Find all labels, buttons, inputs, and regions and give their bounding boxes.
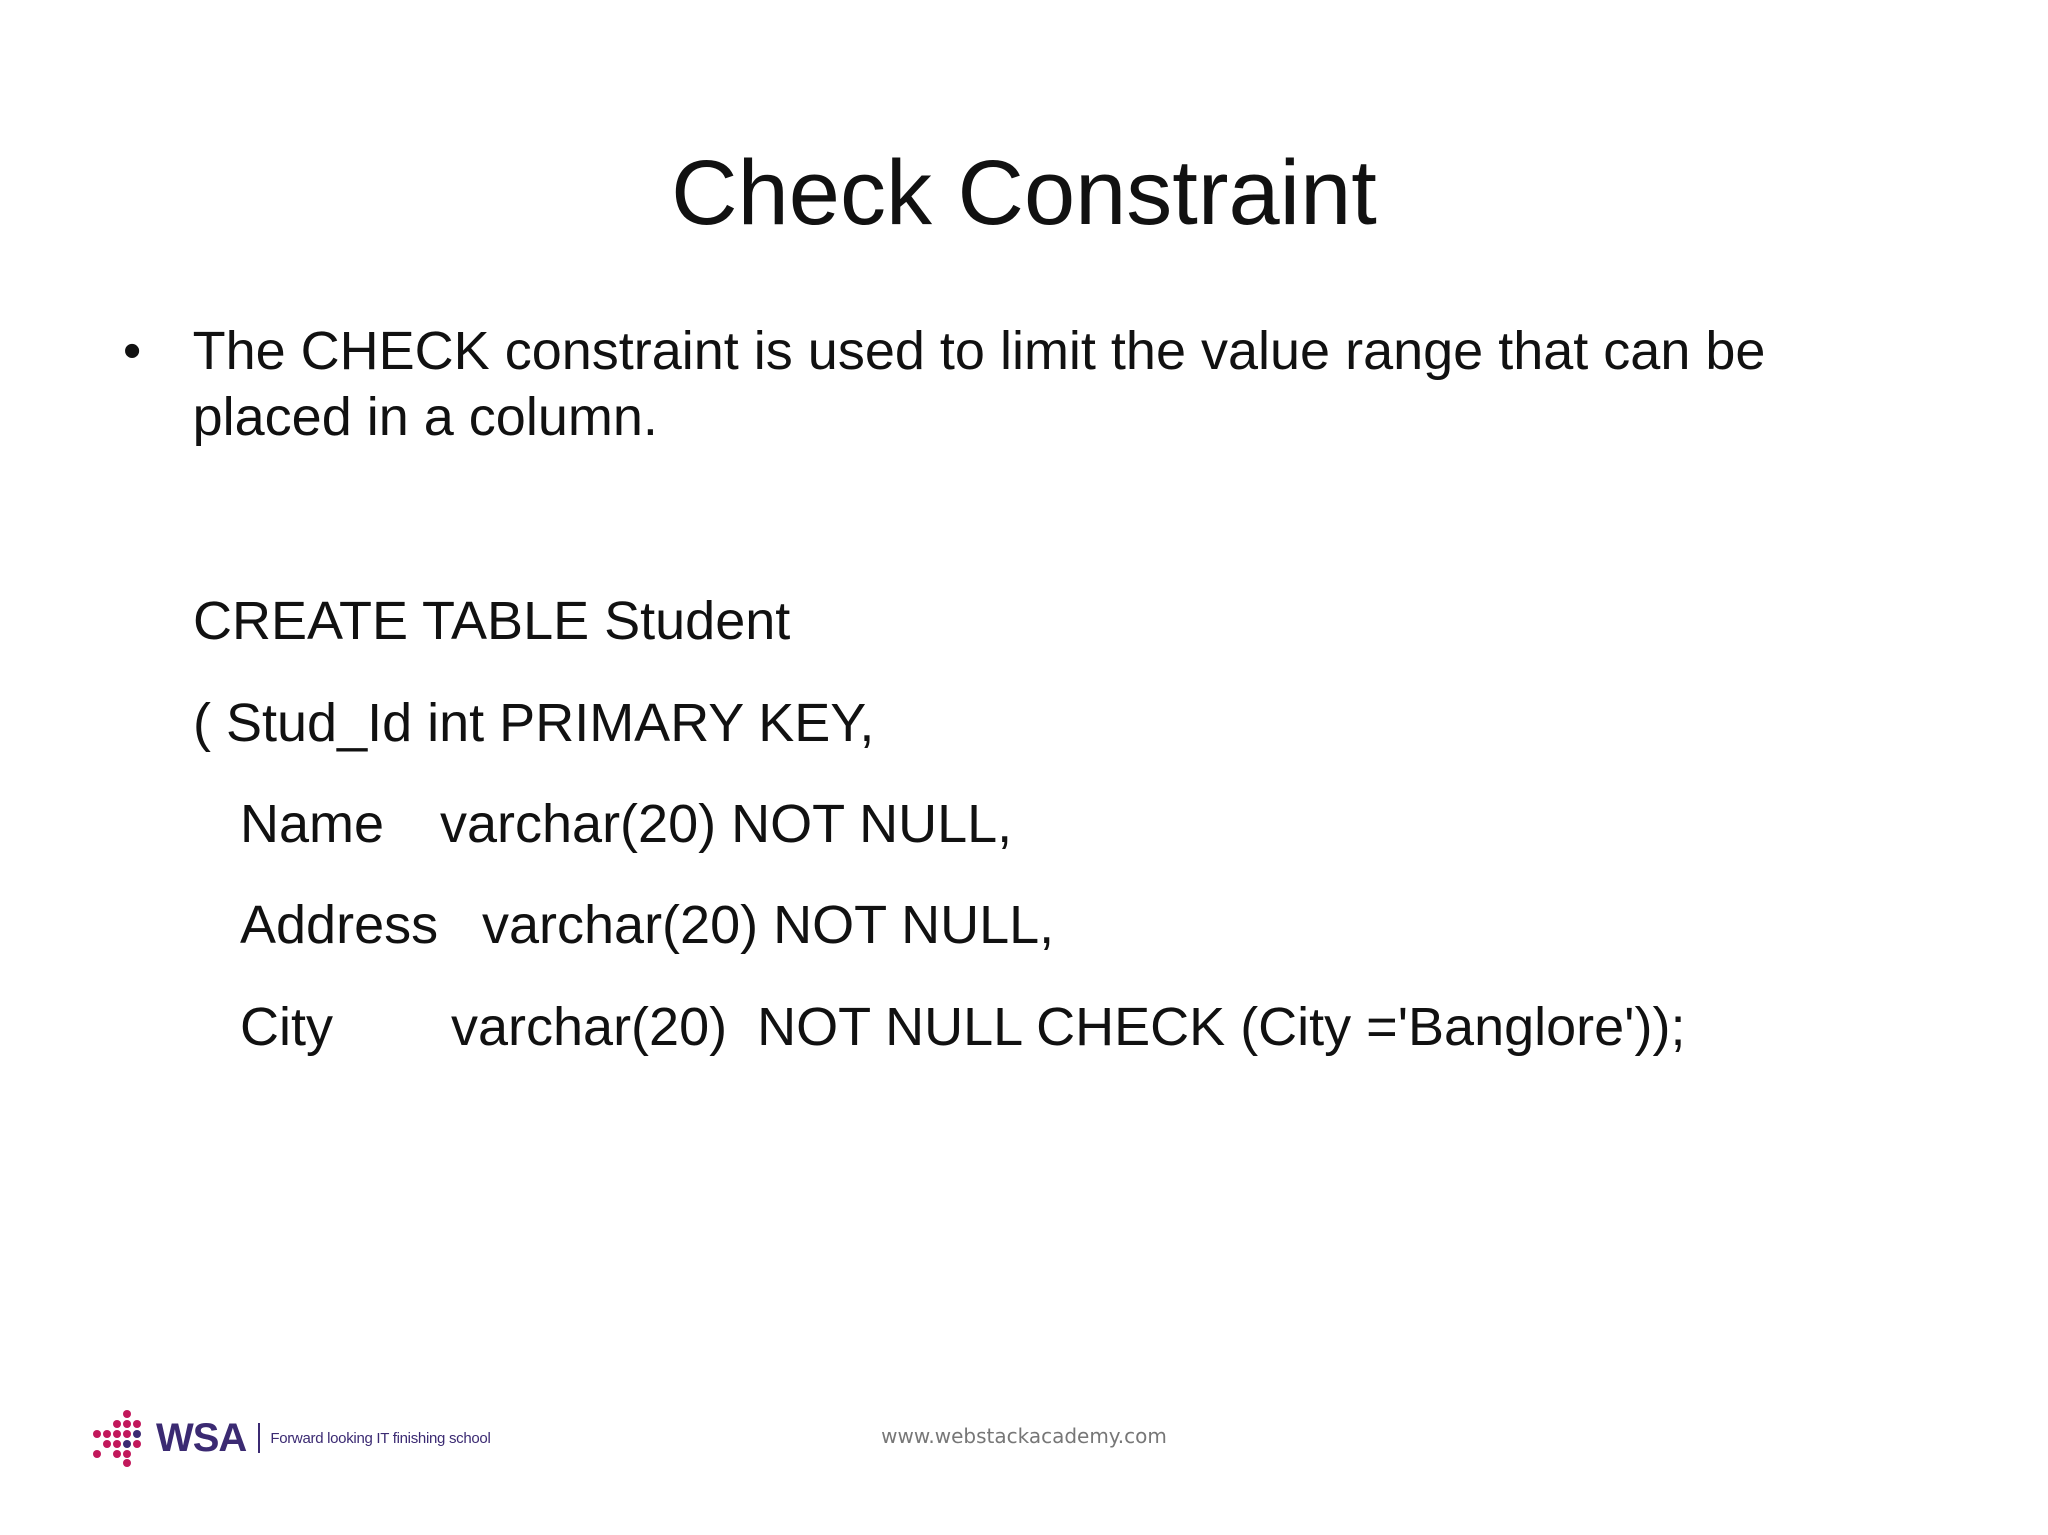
code-column-address-type: varchar(20) NOT NULL, (482, 895, 1055, 955)
code-line-create-table: CREATE TABLE Student (193, 591, 791, 651)
bullet-text: The CHECK constraint is used to limit the value range that can be placed in a column. (192, 321, 1766, 447)
bullet-dot-icon: • (123, 322, 142, 380)
footer-url: www.webstackacademy.com (881, 1424, 1167, 1448)
code-column-name-type: varchar(20) NOT NULL, (440, 794, 1013, 854)
logo-wordmark: WSA (156, 1415, 247, 1460)
code-column-address: Address (240, 895, 439, 955)
code-column-city: City (240, 997, 333, 1057)
slide-title: Check Constraint (671, 142, 1377, 244)
bullet-item (123, 318, 1903, 450)
code-column-city-type: varchar(20) NOT NULL CHECK (City ='Banglore')); (451, 997, 1686, 1057)
logo-tagline: Forward looking IT finishing school (270, 1429, 491, 1447)
code-line-stud-id: ( Stud_Id int PRIMARY KEY, (193, 693, 875, 753)
code-column-name: Name (240, 794, 385, 854)
